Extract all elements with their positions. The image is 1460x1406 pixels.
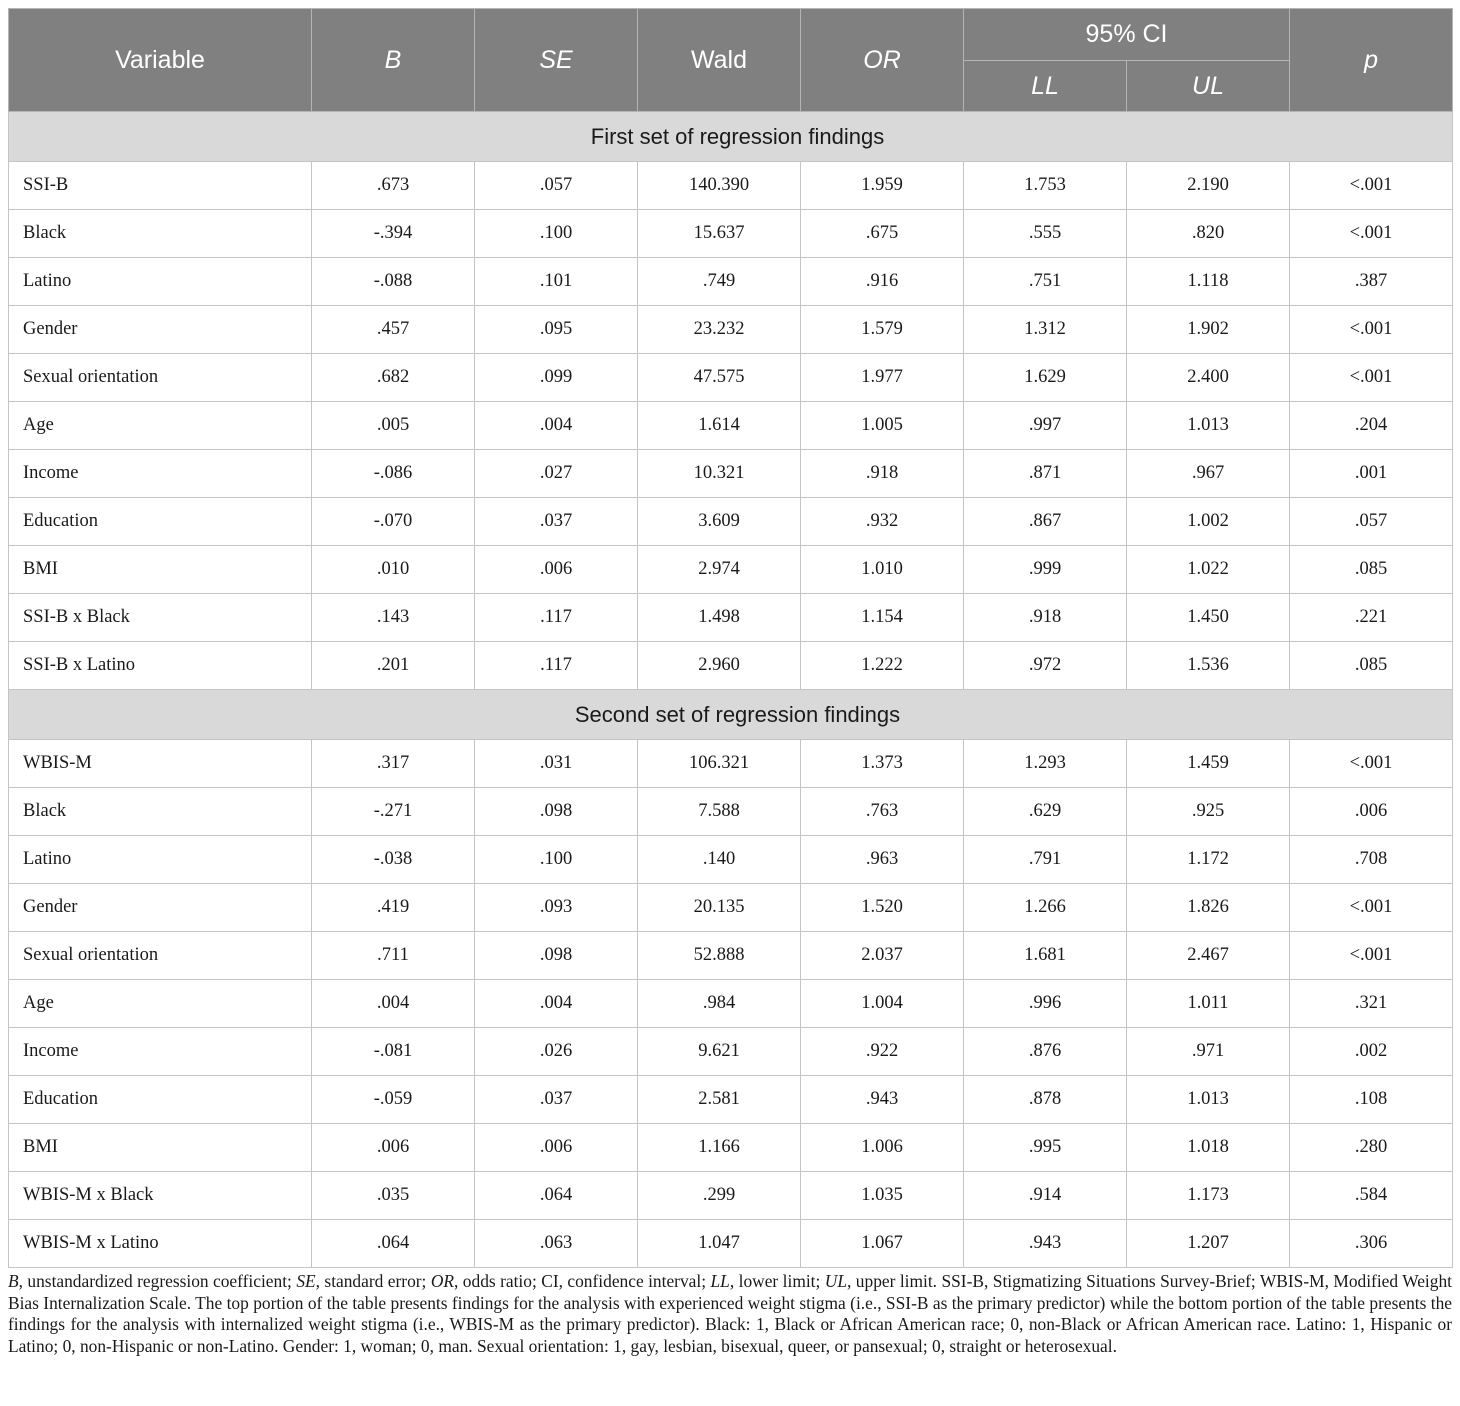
cell-wald: .749 bbox=[638, 258, 801, 306]
cell-p: <.001 bbox=[1290, 354, 1453, 402]
cell-b: .673 bbox=[312, 162, 475, 210]
cell-or: 1.006 bbox=[801, 1124, 964, 1172]
cell-or: .943 bbox=[801, 1076, 964, 1124]
table-row bbox=[9, 258, 1453, 306]
note-term: OR bbox=[430, 1271, 455, 1291]
cell-p: <.001 bbox=[1290, 162, 1453, 210]
cell-wald: 2.581 bbox=[638, 1076, 801, 1124]
cell-se: .004 bbox=[475, 980, 638, 1028]
cell-ll: .943 bbox=[964, 1220, 1127, 1268]
cell-se: .098 bbox=[475, 788, 638, 836]
table-row bbox=[9, 1028, 1453, 1076]
cell-p: <.001 bbox=[1290, 740, 1453, 788]
cell-b: -.038 bbox=[312, 836, 475, 884]
cell-p: .204 bbox=[1290, 402, 1453, 450]
cell-b: -.081 bbox=[312, 1028, 475, 1076]
note-definition: , unstandardized regression coefficient; bbox=[18, 1271, 297, 1291]
cell-se: .027 bbox=[475, 450, 638, 498]
table-row bbox=[9, 884, 1453, 932]
table-body bbox=[9, 112, 1453, 1268]
cell-se: .037 bbox=[475, 498, 638, 546]
header-ul: UL bbox=[1127, 61, 1290, 112]
header-p: p bbox=[1290, 9, 1453, 112]
cell-b: -.070 bbox=[312, 498, 475, 546]
cell-b: .035 bbox=[312, 1172, 475, 1220]
cell-ul: .820 bbox=[1127, 210, 1290, 258]
cell-ll: .555 bbox=[964, 210, 1127, 258]
cell-b: .143 bbox=[312, 594, 475, 642]
cell-ul: 1.002 bbox=[1127, 498, 1290, 546]
cell-p: .280 bbox=[1290, 1124, 1453, 1172]
cell-p: .306 bbox=[1290, 1220, 1453, 1268]
table-row bbox=[9, 498, 1453, 546]
cell-ul: 2.190 bbox=[1127, 162, 1290, 210]
cell-wald: 1.498 bbox=[638, 594, 801, 642]
section-row bbox=[9, 112, 1453, 162]
table-row bbox=[9, 402, 1453, 450]
cell-or: 1.373 bbox=[801, 740, 964, 788]
cell-p: .708 bbox=[1290, 836, 1453, 884]
cell-ul: 1.022 bbox=[1127, 546, 1290, 594]
cell-ul: .971 bbox=[1127, 1028, 1290, 1076]
cell-or: 1.067 bbox=[801, 1220, 964, 1268]
cell-wald: 7.588 bbox=[638, 788, 801, 836]
cell-b: .711 bbox=[312, 932, 475, 980]
table-row bbox=[9, 354, 1453, 402]
cell-ul: 1.118 bbox=[1127, 258, 1290, 306]
cell-variable: SSI-B bbox=[9, 162, 312, 210]
cell-se: .031 bbox=[475, 740, 638, 788]
cell-wald: 106.321 bbox=[638, 740, 801, 788]
cell-variable: Education bbox=[9, 1076, 312, 1124]
cell-or: 1.222 bbox=[801, 642, 964, 690]
cell-ul: 1.207 bbox=[1127, 1220, 1290, 1268]
cell-or: 1.959 bbox=[801, 162, 964, 210]
cell-ll: .996 bbox=[964, 980, 1127, 1028]
cell-variable: Income bbox=[9, 1028, 312, 1076]
cell-wald: 15.637 bbox=[638, 210, 801, 258]
cell-p: .584 bbox=[1290, 1172, 1453, 1220]
cell-b: -.086 bbox=[312, 450, 475, 498]
cell-ul: 1.013 bbox=[1127, 1076, 1290, 1124]
cell-variable: Income bbox=[9, 450, 312, 498]
cell-b: .457 bbox=[312, 306, 475, 354]
note-definition: , upper limit. bbox=[847, 1271, 942, 1291]
cell-se: .004 bbox=[475, 402, 638, 450]
cell-se: .100 bbox=[475, 210, 638, 258]
cell-b: -.271 bbox=[312, 788, 475, 836]
cell-ll: .878 bbox=[964, 1076, 1127, 1124]
cell-or: 1.035 bbox=[801, 1172, 964, 1220]
table-row bbox=[9, 162, 1453, 210]
header-wald: Wald bbox=[638, 9, 801, 112]
cell-p: .001 bbox=[1290, 450, 1453, 498]
cell-se: .037 bbox=[475, 1076, 638, 1124]
cell-variable: WBIS-M x Latino bbox=[9, 1220, 312, 1268]
cell-variable: WBIS-M bbox=[9, 740, 312, 788]
table-row bbox=[9, 210, 1453, 258]
table-row bbox=[9, 1172, 1453, 1220]
cell-se: .101 bbox=[475, 258, 638, 306]
cell-variable: Gender bbox=[9, 306, 312, 354]
cell-wald: .299 bbox=[638, 1172, 801, 1220]
table-row bbox=[9, 642, 1453, 690]
cell-variable: Age bbox=[9, 980, 312, 1028]
cell-or: 1.004 bbox=[801, 980, 964, 1028]
header-variable: Variable bbox=[9, 9, 312, 112]
cell-ul: 1.173 bbox=[1127, 1172, 1290, 1220]
cell-ll: 1.293 bbox=[964, 740, 1127, 788]
header-ci: 95% CI bbox=[964, 9, 1290, 61]
cell-or: .963 bbox=[801, 836, 964, 884]
cell-ul: .967 bbox=[1127, 450, 1290, 498]
table-row bbox=[9, 980, 1453, 1028]
cell-ul: 1.459 bbox=[1127, 740, 1290, 788]
cell-se: .093 bbox=[475, 884, 638, 932]
table-row bbox=[9, 546, 1453, 594]
cell-wald: 2.960 bbox=[638, 642, 801, 690]
cell-b: -.394 bbox=[312, 210, 475, 258]
cell-or: 2.037 bbox=[801, 932, 964, 980]
cell-p: <.001 bbox=[1290, 932, 1453, 980]
table-row bbox=[9, 788, 1453, 836]
cell-b: -.088 bbox=[312, 258, 475, 306]
cell-ll: 1.681 bbox=[964, 932, 1127, 980]
cell-se: .026 bbox=[475, 1028, 638, 1076]
cell-se: .006 bbox=[475, 546, 638, 594]
note-text: SSI-B, Stigmatizing Situations Survey-Brief; WBIS-M, Modified Weight Bias Internalization Scale. The top portion of the table presents findings for the analysis with experienced weight stigma (i.e., SSI-B as the primary predictor) while the bottom portion of the table presents the findings for the analysis with internalized weight stigma (i.e., WBIS-M as the primary predictor). Black: 1, Black or African American race; 0, non-Black or African American race. Latino: 1, Hispanic or Latino; 0, non-Hispanic or non-Latino. Gender: 1, woman; 0, man. Sexual orientation: 1, gay, lesbian, bisexual, queer, or pansexual; 0, straight or heterosexual. bbox=[8, 1271, 1452, 1356]
cell-variable: Sexual orientation bbox=[9, 354, 312, 402]
cell-wald: 140.390 bbox=[638, 162, 801, 210]
cell-or: .922 bbox=[801, 1028, 964, 1076]
cell-ll: .876 bbox=[964, 1028, 1127, 1076]
cell-ll: .914 bbox=[964, 1172, 1127, 1220]
cell-p: .006 bbox=[1290, 788, 1453, 836]
cell-variable: Gender bbox=[9, 884, 312, 932]
cell-ll: .751 bbox=[964, 258, 1127, 306]
cell-se: .100 bbox=[475, 836, 638, 884]
cell-ll: .629 bbox=[964, 788, 1127, 836]
cell-p: .221 bbox=[1290, 594, 1453, 642]
cell-b: .201 bbox=[312, 642, 475, 690]
cell-ul: 1.018 bbox=[1127, 1124, 1290, 1172]
cell-ll: .867 bbox=[964, 498, 1127, 546]
cell-ll: .999 bbox=[964, 546, 1127, 594]
cell-variable: SSI-B x Black bbox=[9, 594, 312, 642]
header-ll: LL bbox=[964, 61, 1127, 112]
cell-p: <.001 bbox=[1290, 884, 1453, 932]
cell-or: .918 bbox=[801, 450, 964, 498]
cell-ul: 1.536 bbox=[1127, 642, 1290, 690]
header-se: SE bbox=[475, 9, 638, 112]
cell-se: .117 bbox=[475, 594, 638, 642]
cell-variable: BMI bbox=[9, 1124, 312, 1172]
cell-se: .006 bbox=[475, 1124, 638, 1172]
cell-ul: .925 bbox=[1127, 788, 1290, 836]
cell-variable: Sexual orientation bbox=[9, 932, 312, 980]
cell-or: 1.520 bbox=[801, 884, 964, 932]
cell-wald: 1.047 bbox=[638, 1220, 801, 1268]
cell-b: .419 bbox=[312, 884, 475, 932]
cell-p: .085 bbox=[1290, 642, 1453, 690]
cell-se: .064 bbox=[475, 1172, 638, 1220]
cell-p: .085 bbox=[1290, 546, 1453, 594]
cell-wald: .984 bbox=[638, 980, 801, 1028]
cell-p: .002 bbox=[1290, 1028, 1453, 1076]
cell-p: .321 bbox=[1290, 980, 1453, 1028]
cell-b: .006 bbox=[312, 1124, 475, 1172]
note-term: LL bbox=[710, 1271, 730, 1291]
header-b: B bbox=[312, 9, 475, 112]
cell-or: 1.010 bbox=[801, 546, 964, 594]
cell-p: .057 bbox=[1290, 498, 1453, 546]
cell-ul: 1.013 bbox=[1127, 402, 1290, 450]
cell-wald: 52.888 bbox=[638, 932, 801, 980]
table-row bbox=[9, 836, 1453, 884]
cell-wald: 23.232 bbox=[638, 306, 801, 354]
cell-variable: Latino bbox=[9, 836, 312, 884]
cell-or: .763 bbox=[801, 788, 964, 836]
cell-ll: 1.753 bbox=[964, 162, 1127, 210]
cell-se: .099 bbox=[475, 354, 638, 402]
cell-or: .675 bbox=[801, 210, 964, 258]
cell-variable: WBIS-M x Black bbox=[9, 1172, 312, 1220]
cell-variable: SSI-B x Latino bbox=[9, 642, 312, 690]
table-row bbox=[9, 594, 1453, 642]
table-row bbox=[9, 306, 1453, 354]
cell-ll: .791 bbox=[964, 836, 1127, 884]
cell-ll: .918 bbox=[964, 594, 1127, 642]
regression-table bbox=[8, 8, 1453, 1268]
header-or: OR bbox=[801, 9, 964, 112]
cell-ul: 1.011 bbox=[1127, 980, 1290, 1028]
cell-p: <.001 bbox=[1290, 306, 1453, 354]
cell-b: .064 bbox=[312, 1220, 475, 1268]
cell-wald: 20.135 bbox=[638, 884, 801, 932]
table-header bbox=[9, 9, 1453, 112]
section-row bbox=[9, 690, 1453, 740]
cell-variable: BMI bbox=[9, 546, 312, 594]
cell-or: .916 bbox=[801, 258, 964, 306]
cell-or: 1.154 bbox=[801, 594, 964, 642]
note-definition: , standard error; bbox=[315, 1271, 431, 1291]
cell-wald: .140 bbox=[638, 836, 801, 884]
cell-ul: 1.450 bbox=[1127, 594, 1290, 642]
cell-b: -.059 bbox=[312, 1076, 475, 1124]
section-title: Second set of regression findings bbox=[9, 690, 1453, 740]
cell-ll: .997 bbox=[964, 402, 1127, 450]
cell-b: .317 bbox=[312, 740, 475, 788]
cell-ul: 1.902 bbox=[1127, 306, 1290, 354]
cell-se: .063 bbox=[475, 1220, 638, 1268]
cell-b: .005 bbox=[312, 402, 475, 450]
cell-variable: Black bbox=[9, 210, 312, 258]
cell-se: .117 bbox=[475, 642, 638, 690]
cell-se: .095 bbox=[475, 306, 638, 354]
note-term: SE bbox=[296, 1271, 316, 1291]
cell-wald: 47.575 bbox=[638, 354, 801, 402]
cell-se: .057 bbox=[475, 162, 638, 210]
note-term: B bbox=[8, 1271, 19, 1291]
cell-variable: Latino bbox=[9, 258, 312, 306]
note-definition: , lower limit; bbox=[729, 1271, 825, 1291]
cell-or: .932 bbox=[801, 498, 964, 546]
table-row bbox=[9, 450, 1453, 498]
cell-ll: .972 bbox=[964, 642, 1127, 690]
cell-wald: 10.321 bbox=[638, 450, 801, 498]
cell-p: .387 bbox=[1290, 258, 1453, 306]
cell-ll: .995 bbox=[964, 1124, 1127, 1172]
cell-wald: 9.621 bbox=[638, 1028, 801, 1076]
section-title: First set of regression findings bbox=[9, 112, 1453, 162]
cell-ll: 1.629 bbox=[964, 354, 1127, 402]
cell-b: .004 bbox=[312, 980, 475, 1028]
note-abbreviations bbox=[8, 1271, 941, 1291]
cell-wald: 1.614 bbox=[638, 402, 801, 450]
cell-variable: Education bbox=[9, 498, 312, 546]
table-row bbox=[9, 1124, 1453, 1172]
cell-ul: 2.400 bbox=[1127, 354, 1290, 402]
note-definition: , odds ratio; CI, confidence interval; bbox=[454, 1271, 711, 1291]
cell-ul: 1.826 bbox=[1127, 884, 1290, 932]
table-row bbox=[9, 740, 1453, 788]
cell-ll: 1.312 bbox=[964, 306, 1127, 354]
cell-se: .098 bbox=[475, 932, 638, 980]
regression-table-container bbox=[8, 8, 1452, 1357]
cell-b: .010 bbox=[312, 546, 475, 594]
cell-p: <.001 bbox=[1290, 210, 1453, 258]
note-term: UL bbox=[824, 1271, 848, 1291]
table-row bbox=[9, 1076, 1453, 1124]
cell-variable: Age bbox=[9, 402, 312, 450]
cell-or: 1.005 bbox=[801, 402, 964, 450]
cell-variable: Black bbox=[9, 788, 312, 836]
table-row bbox=[9, 932, 1453, 980]
cell-ul: 2.467 bbox=[1127, 932, 1290, 980]
cell-wald: 1.166 bbox=[638, 1124, 801, 1172]
cell-or: 1.579 bbox=[801, 306, 964, 354]
cell-ll: .871 bbox=[964, 450, 1127, 498]
cell-ul: 1.172 bbox=[1127, 836, 1290, 884]
cell-or: 1.977 bbox=[801, 354, 964, 402]
table-note bbox=[8, 1271, 1452, 1357]
table-row bbox=[9, 1220, 1453, 1268]
cell-wald: 2.974 bbox=[638, 546, 801, 594]
cell-wald: 3.609 bbox=[638, 498, 801, 546]
cell-ll: 1.266 bbox=[964, 884, 1127, 932]
cell-p: .108 bbox=[1290, 1076, 1453, 1124]
cell-b: .682 bbox=[312, 354, 475, 402]
